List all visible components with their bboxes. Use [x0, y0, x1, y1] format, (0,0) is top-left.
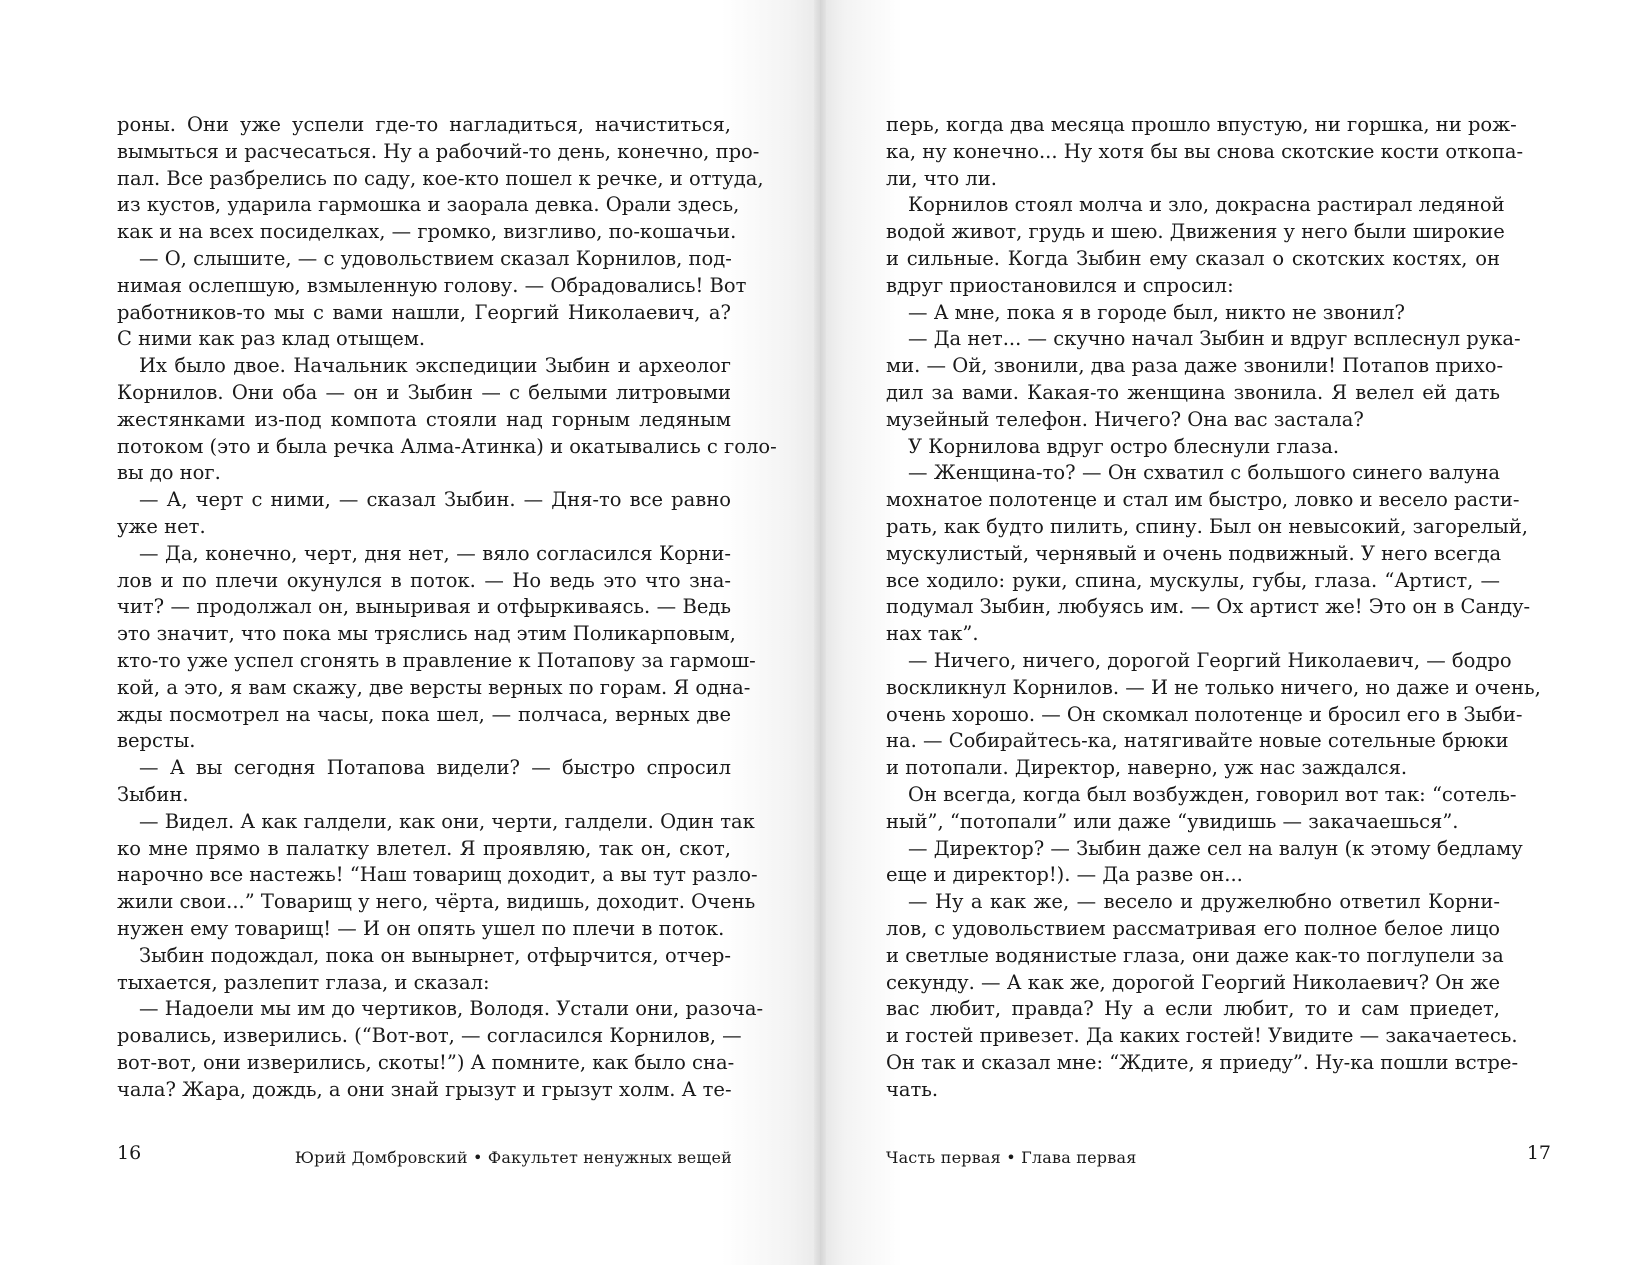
text-line: лов, с удовольствием рассматривая его полное белое лицо: [886, 916, 1500, 940]
text-line: подумал Зыбин, любуясь им. — Ох артист же! Это он в Санду-: [886, 595, 1531, 619]
text-line: пал. Все разбрелись по саду, кое-кто пошел к речке, и оттуда,: [117, 166, 764, 190]
text-line: ми. — Ой, звонили, два раза даже звонили! Потапов прихо-: [886, 354, 1504, 378]
text-line: — А вы сегодня Потапова видели? — быстро спросил: [139, 756, 731, 780]
text-line: секунду. — А как же, дорогой Георгий Николаевич? Он же: [886, 970, 1500, 994]
text-line: ли, что ли.: [886, 166, 997, 190]
text-line: жды посмотрел на часы, пока шел, — полчаса, верных две: [117, 702, 731, 726]
text-line: — Ничего, ничего, дорогой Георгий Николаевич, — бодро: [908, 648, 1512, 672]
text-line: рать, как будто пилить, спину. Был он невысокий, загорелый,: [886, 514, 1529, 538]
text-line: и потопали. Директор, наверно, уж нас заждался.: [886, 756, 1408, 780]
text-line: Зыбин подождал, пока он вынырнет, отфырчится, отчер-: [139, 943, 731, 967]
text-line: ко мне прямо в палатку влетел. Я проявляю, так он, скот,: [117, 836, 731, 860]
right-running-header: Часть первая • Глава первая: [886, 1148, 1137, 1167]
text-line: ровались, изверились. (“Вот-вот, — согласился Корнилов, —: [117, 1024, 742, 1048]
text-line: — Да нет... — скучно начал Зыбин и вдруг всплеснул рука-: [908, 327, 1521, 351]
text-line: — Директор? — Зыбин даже сел на валун (к этому бедламу: [908, 836, 1523, 860]
text-line: У Корнилова вдруг остро блеснули глаза.: [908, 434, 1340, 458]
text-line: Он так и сказал мне: “Ждите, я приеду”. Ну-ка пошли встре-: [886, 1050, 1519, 1074]
text-line: лов и по плечи окунулся в поток. — Но ведь это что зна-: [117, 568, 731, 592]
text-line: и сильные. Когда Зыбин ему сказал о скотских костях, он: [886, 246, 1500, 270]
text-line: как и на всех посиделках, — громко, визгливо, по-кошачьи.: [117, 220, 737, 244]
text-line: ный”, “потопали” или даже “увидишь — закачаешься”.: [886, 809, 1459, 833]
text-line: и светлые водянистые глаза, они даже как-то поглупели за: [886, 943, 1504, 967]
text-line: С ними как раз клад отыщем.: [117, 327, 426, 351]
text-line: нах так”.: [886, 622, 979, 646]
text-line: работников-то мы с вами нашли, Георгий Николаевич, а?: [117, 300, 731, 324]
text-line: мускулистый, чернявый и очень подвижный. У него всегда: [886, 541, 1502, 565]
text-line: очень хорошо. — Он скомкал полотенце и бросил его в Зыби-: [886, 702, 1523, 726]
text-line: все ходило: руки, спина, мускулы, губы, глаза. “Артист, —: [886, 568, 1500, 592]
right-page-body-text: [886, 112, 1541, 1103]
right-page: [820, 0, 1639, 1265]
text-line: водой живот, грудь и шею. Движения у него были широкие: [886, 220, 1505, 244]
text-line: вас любит, правда? Ну а если любит, то и сам приедет,: [886, 997, 1500, 1021]
left-running-header: Юрий Домбровский • Факультет ненужных вещей: [294, 1148, 732, 1167]
text-line: кой, а это, я вам скажу, две версты верных по горам. Я одна-: [117, 675, 751, 699]
text-line: музейный телефон. Ничего? Она вас застала?: [886, 407, 1364, 431]
text-line: уже нет.: [117, 514, 206, 538]
text-line: кто-то уже успел сгонять в правление к Потапову за гармош-: [117, 648, 756, 672]
left-page-body-text: [117, 112, 777, 1103]
text-line: нимая ослепшую, взмыленную голову. — Обрадовались! Вот: [117, 273, 747, 297]
text-line: Он всегда, когда был возбужден, говорил вот так: “сотель-: [908, 782, 1517, 806]
text-line: Корнилов. Они оба — он и Зыбин — с белыми литровыми: [117, 380, 731, 404]
text-line: — Видел. А как галдели, как они, черти, галдели. Один так: [139, 809, 755, 833]
text-line: чит? — продолжал он, выныривая и отфыркиваясь. — Ведь: [117, 595, 731, 619]
text-line: чать.: [886, 1077, 939, 1101]
text-line: Зыбин.: [117, 782, 189, 806]
text-line: дил за вами. Какая-то женщина звонила. Я велел ей дать: [886, 380, 1500, 404]
left-page-number: 16: [117, 1142, 142, 1164]
text-line: вдруг приостановился и спросил:: [886, 273, 1234, 297]
text-line: — Женщина-то? — Он схватил с большого синего валуна: [908, 461, 1500, 485]
text-line: — Да, конечно, черт, дня нет, — вяло согласился Корни-: [139, 541, 731, 565]
text-line: ка, ну конечно... Ну хотя бы вы снова скотские кости откопа-: [886, 139, 1524, 163]
book-gutter-shadow: [814, 0, 826, 1265]
text-line: вымыться и расчесаться. Ну а рабочий-то день, конечно, про-: [117, 139, 760, 163]
text-line: на. — Собирайтесь-ка, натягивайте новые сотельные брюки: [886, 729, 1509, 753]
text-line: воскликнул Корнилов. — И не только ничего, но даже и очень,: [886, 675, 1541, 699]
text-line: роны. Они уже успели где-то нагладиться, начиститься,: [117, 113, 731, 136]
text-line: версты.: [117, 729, 196, 753]
text-line: жестянками из-под компота стояли над горным ледяным: [117, 407, 731, 431]
text-line: — Надоели мы им до чертиков, Володя. Устали они, разоча-: [139, 997, 764, 1021]
text-line: жили свои...” Товарищ у него, чёрта, видишь, доходит. Очень: [117, 890, 756, 914]
text-line: потоком (это и была речка Алма-Атинка) и окатывались с голо-: [117, 434, 777, 458]
text-line: Их было двое. Начальник экспедиции Зыбин и археолог: [139, 354, 731, 378]
text-line: и гостей привезет. Да каких гостей! Увидите — закачаетесь.: [886, 1024, 1518, 1048]
text-line: — А, черт с ними, — сказал Зыбин. — Дня-то все равно: [139, 488, 731, 512]
text-line: перь, когда два месяца прошло впустую, ни горшка, ни рож-: [886, 113, 1517, 136]
text-line: это значит, что пока мы тряслись над этим Поликарповым,: [117, 622, 736, 646]
text-line: тыхается, разлепит глаза, и сказал:: [117, 970, 490, 994]
text-line: вы до ног.: [117, 461, 221, 485]
right-page-number: 17: [1526, 1142, 1551, 1164]
text-line: — А мне, пока я в городе был, никто не звонил?: [908, 300, 1405, 324]
text-line: еще и директор!). — Да разве он...: [886, 863, 1243, 887]
text-line: Корнилов стоял молча и зло, докрасна растирал ледяной: [908, 193, 1505, 217]
text-line: чала? Жара, дождь, а они знай грызут и грызут холм. А те-: [117, 1077, 732, 1101]
text-line: — О, слышите, — с удовольствием сказал Корнилов, под-: [139, 246, 732, 270]
text-line: мохнатое полотенце и стал им быстро, ловко и весело расти-: [886, 488, 1520, 512]
text-line: вот-вот, они изверились, скоты!”) А помните, как было сна-: [117, 1050, 735, 1074]
text-line: нужен ему товарищ! — И он опять ушел по плечи в поток.: [117, 916, 725, 940]
text-line: нарочно все настежь! “Наш товарищ доходит, а вы тут разло-: [117, 863, 758, 887]
text-line: — Ну а как же, — весело и дружелюбно ответил Корни-: [908, 890, 1500, 914]
text-line: из кустов, ударила гармошка и заорала девка. Орали здесь,: [117, 193, 740, 217]
